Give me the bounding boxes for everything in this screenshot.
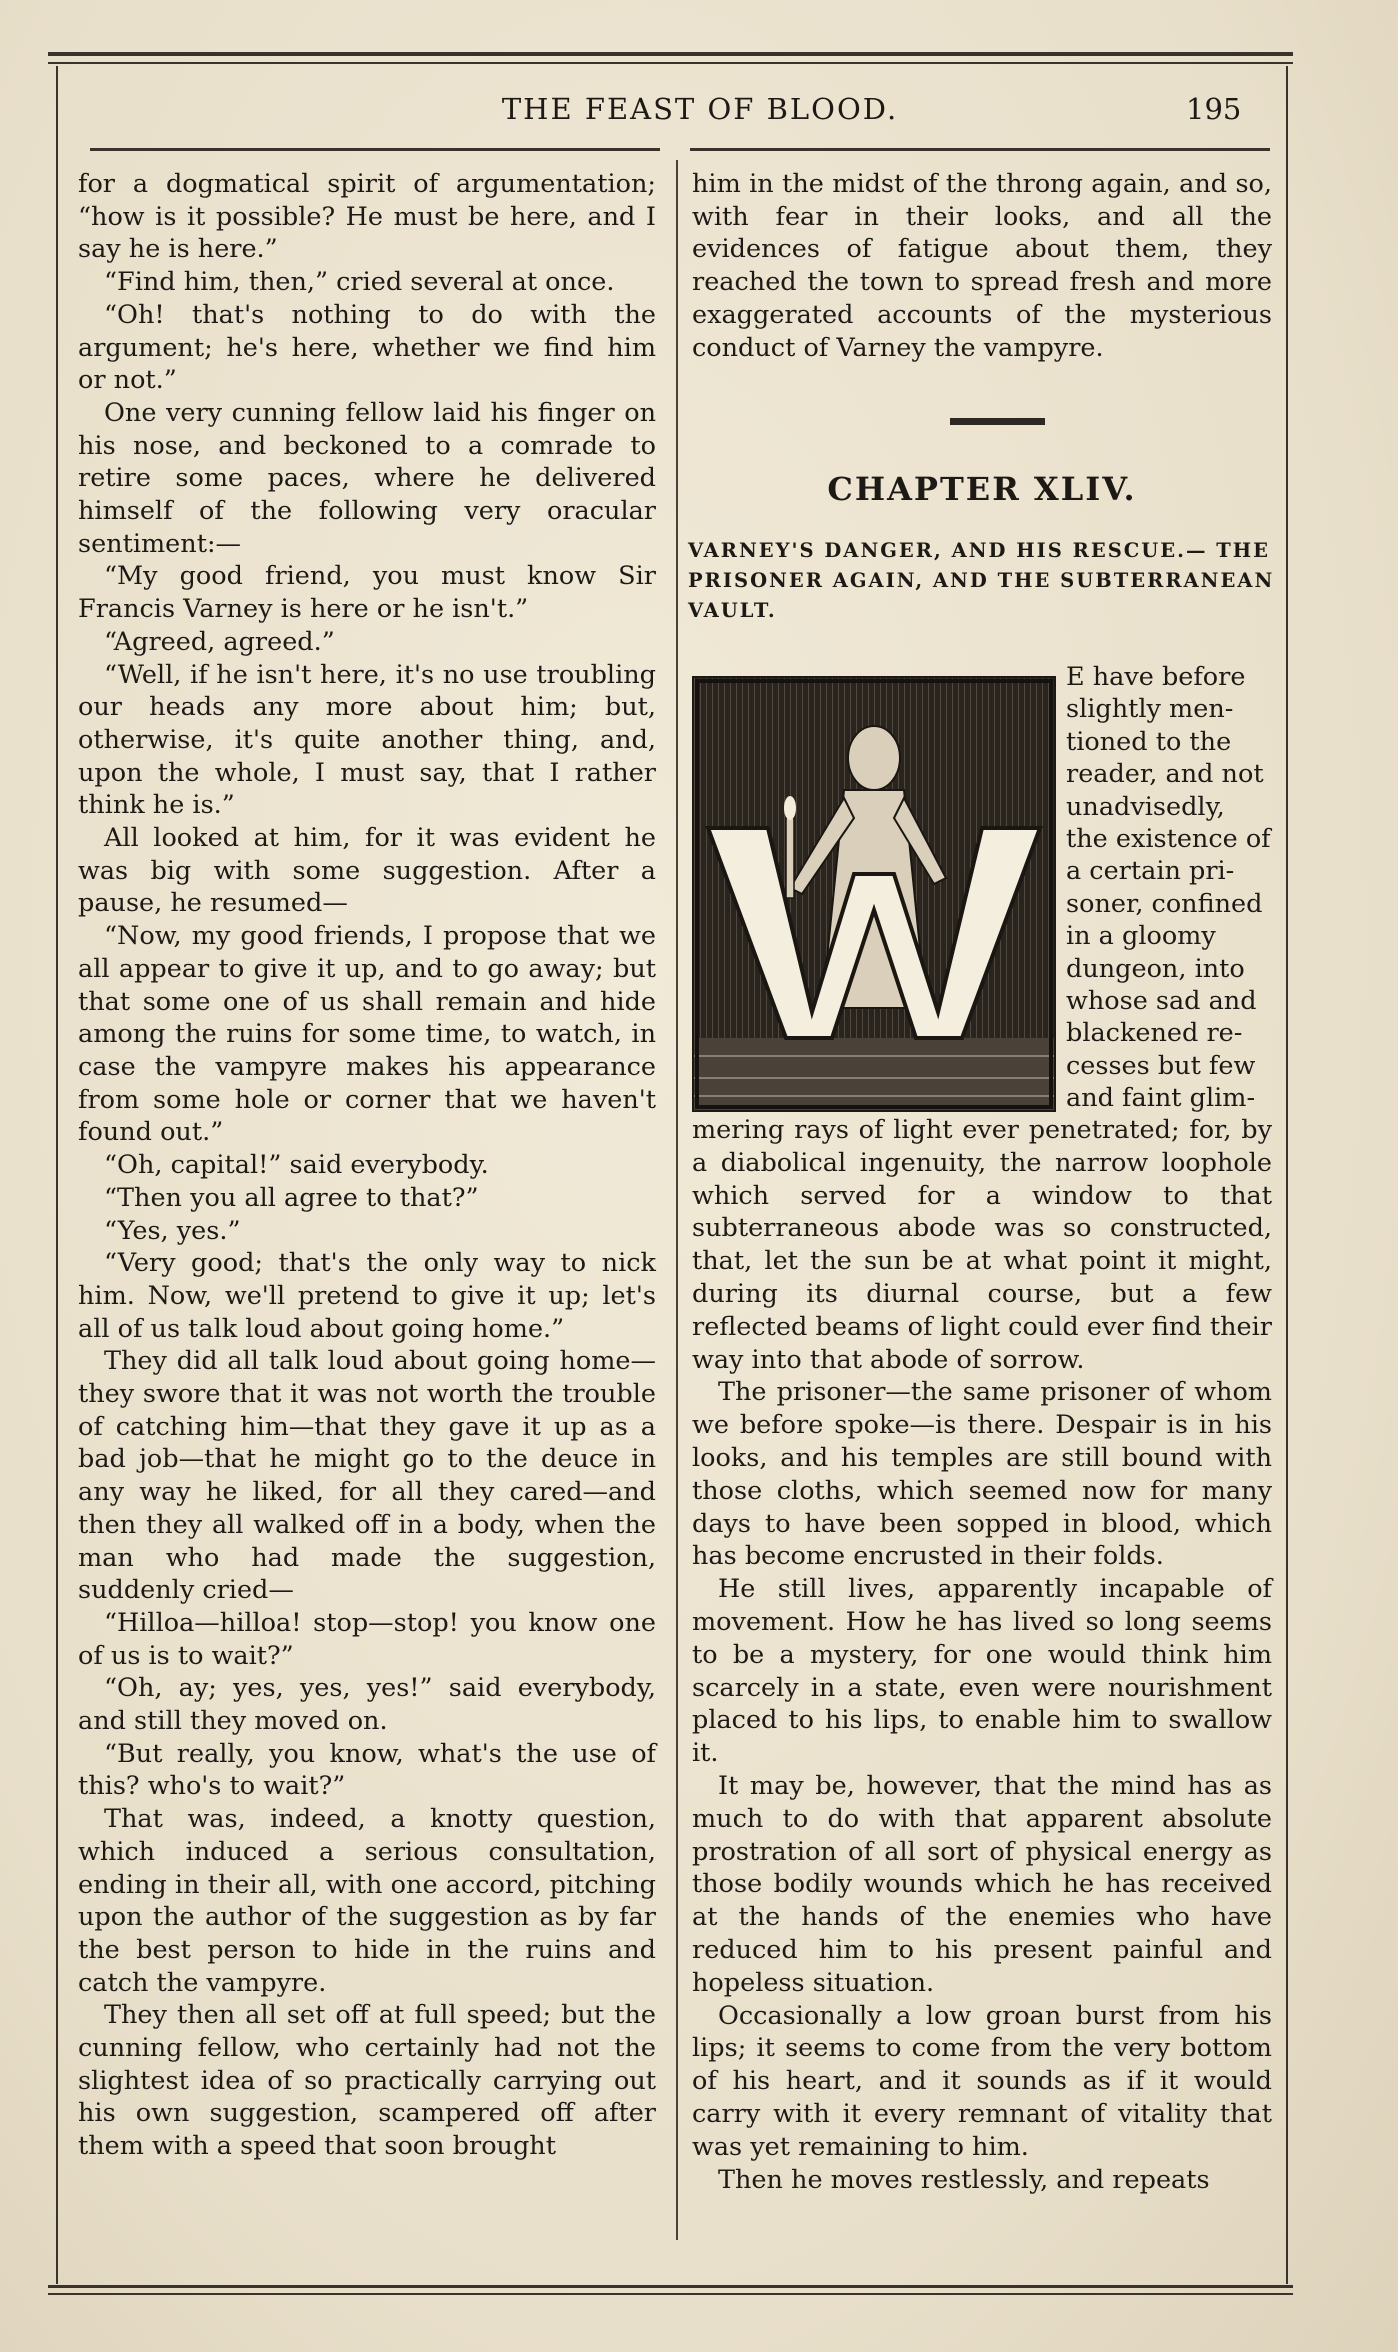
wrap-line: soner, confined bbox=[1066, 888, 1263, 919]
column-separator bbox=[676, 160, 678, 2240]
header-rule-left bbox=[90, 148, 660, 151]
wrap-line: in a gloomy bbox=[1066, 921, 1216, 952]
paragraph: Occasionally a low groan burst from his lips; it seems to come from the very bottom of his heart, and it sounds as if it would carry with it every remnant of vitality that was yet remaining to him. bbox=[692, 2000, 1272, 2162]
left-column bbox=[78, 168, 656, 2163]
paragraph: “Oh, ay; yes, yes, yes!” said everybody, and still they moved on. bbox=[78, 1673, 656, 1737]
paragraph: “My good friend, you must know Sir Francis Varney is here or he isn't.” bbox=[78, 561, 656, 625]
top-rule-thin bbox=[48, 62, 1293, 64]
bottom-rule-thin bbox=[48, 2293, 1293, 2295]
drop-cap-engraving bbox=[694, 678, 1054, 1110]
paragraph: for a dogmatical spirit of argumentation; “how is it possible? He must be here, and I say he is here.” bbox=[78, 169, 656, 265]
paragraph: him in the midst of the throng again, and so, with fear in their looks, and all the evidences of fatigue about them, they reached the town to spread fresh and more exaggerated accounts of the mysterious conduct of Varney the vampyre. bbox=[692, 169, 1272, 363]
section-divider bbox=[950, 418, 1045, 425]
drop-cap-wrap-text bbox=[1066, 661, 1272, 1115]
paragraph: That was, indeed, a knotty question, which induced a serious consultation, ending in their all, with one accord, pitching upon the author of the suggestion as by far the best person to hide in the ruins and catch the vampyre. bbox=[78, 1804, 656, 1998]
paragraph: “But really, you know, what's the use of this? who's to wait?” bbox=[78, 1738, 656, 1802]
bottom-rule bbox=[48, 2285, 1293, 2288]
paragraph: “Yes, yes.” bbox=[104, 1215, 241, 1246]
right-column-body bbox=[692, 1114, 1272, 2196]
paragraph: “Very good; that's the only way to nick him. Now, we'll pretend to give it up; let's all of us talk loud about going home.” bbox=[78, 1248, 656, 1344]
paragraph: “Now, my good friends, I propose that we all appear to give it up, and to go away; but that some one of us shall remain and hide among the ruins for some time, to watch, in case the vampyre makes his appearance from some hole or corner that we haven't found out.” bbox=[78, 921, 656, 1148]
paragraph: “Oh, capital!” said everybody. bbox=[104, 1150, 489, 1181]
wrap-line: a certain pri- bbox=[1066, 856, 1235, 887]
wrap-line: whose sad and bbox=[1066, 986, 1257, 1017]
wrap-line: blackened re- bbox=[1066, 1018, 1243, 1049]
chapter-title: CHAPTER XLIV. bbox=[827, 470, 1137, 508]
wrap-line: reader, and not bbox=[1066, 759, 1264, 790]
paragraph: “Oh! that's nothing to do with the argument; he's here, whether we find him or not.” bbox=[78, 299, 656, 396]
paragraph: All looked at him, for it was evident he was big with some suggestion. After a pause, he resumed— bbox=[78, 823, 656, 919]
paragraph: “Then you all agree to that?” bbox=[104, 1182, 479, 1213]
wrap-line: dungeon, into bbox=[1066, 953, 1245, 984]
wrap-line: and faint glim- bbox=[1066, 1083, 1256, 1114]
paragraph: “Agreed, agreed.” bbox=[104, 626, 335, 657]
paragraph: They then all set off at full speed; but the cunning fellow, who certainly had not the slightest idea of so practically carrying out his own suggestion, scampered off after them with a speed that soon brought bbox=[78, 2000, 656, 2162]
wrap-line: slightly men- bbox=[1066, 694, 1234, 725]
running-title: THE FEAST OF BLOOD. bbox=[501, 92, 899, 126]
wrap-line: E have before bbox=[1066, 662, 1246, 692]
paragraph: They did all talk loud about going home—they swore that it was not worth the trouble of catching him—that they gave it up as a bad job—that he might go to the deuce in any way he liked, for all they cared—and then they all walked off in a body, when the man who had made the suggestion, suddenly cried— bbox=[78, 1346, 656, 1606]
drop-cap-illustration bbox=[692, 676, 1056, 1112]
right-border bbox=[1286, 66, 1288, 2284]
paragraph: “Well, if he isn't here, it's no use troubling our heads any more about him; but, otherwise, it's quite another thing, and, upon the whole, I must say, that I rather think he is.” bbox=[78, 659, 656, 821]
header-rule-right bbox=[690, 148, 1270, 151]
paragraph: It may be, however, that the mind has as much to do with that apparent absolute prostration of all sort of physical energy as those bodily wounds which he has received at the hands of the enemies who have reduced him to his present painful and hopeless situation. bbox=[692, 1770, 1272, 1998]
page-number: 195 bbox=[1186, 92, 1242, 126]
paragraph: The prisoner—the same prisoner of whom we before spoke—is there. Despair is in his looks, and his temples are still bound with those cloths, which seemed now for many days to have been sopped in blood, which has become encrusted in their folds. bbox=[692, 1377, 1272, 1572]
top-rule bbox=[48, 52, 1293, 56]
paragraph: One very cunning fellow laid his finger on his nose, and beckoned to a comrade to retire some paces, where he delivered himself of the following very oracular sentiment:— bbox=[78, 397, 656, 559]
paragraph: mering rays of light ever penetrated; for, by a diabolical ingenuity, the narrow loophole which served for a window to that subterraneous abode was so constructed, that, let the sun be at what point it might, during its diurnal course, but a few reflected beams of light could ever find their way into that abode of sorrow. bbox=[692, 1115, 1272, 1375]
paragraph: Then he moves restlessly, and repeats bbox=[718, 2164, 1210, 2195]
wrap-line: unadvisedly, bbox=[1066, 791, 1225, 822]
paragraph: He still lives, apparently incapable of movement. How he has lived so long seems to be a mystery, for one would think him scarcely in a state, even were nourishment placed to his lips, to enable him to swallow it. bbox=[692, 1574, 1272, 1769]
wrap-line: the existence of bbox=[1066, 824, 1271, 855]
paragraph: “Find him, then,” cried several at once. bbox=[104, 267, 615, 298]
left-border bbox=[56, 66, 58, 2284]
wrap-line: tioned to the bbox=[1066, 726, 1232, 757]
chapter-subtitle: VARNEY'S DANGER, AND HIS RESCUE.— THE PRISONER AGAIN, AND THE SUBTERRANEAN VAULT. bbox=[688, 539, 1275, 622]
paragraph: “Hilloa—hilloa! stop—stop! you know one of us is to wait?” bbox=[78, 1607, 656, 1671]
wrap-line: cesses but few bbox=[1066, 1050, 1256, 1081]
right-column-top bbox=[692, 168, 1272, 364]
